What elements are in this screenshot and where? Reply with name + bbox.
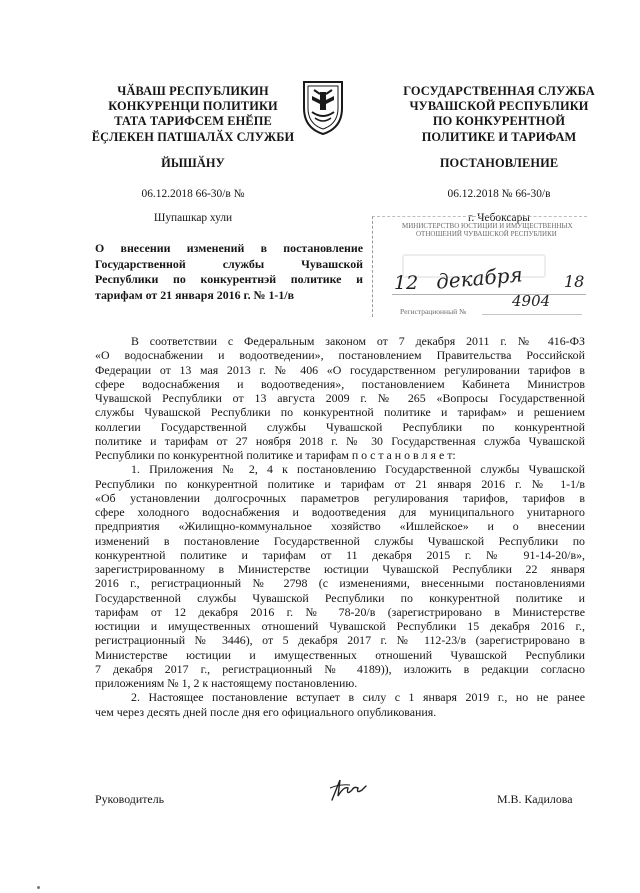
clause-2-paragraph [95, 690, 585, 719]
emblem-icon [300, 78, 346, 136]
document-title [95, 241, 363, 303]
right-org-line: ПО КОНКУРЕНТНОЙ [432, 114, 566, 129]
registration-stamp [372, 216, 590, 322]
right-organization-name [382, 84, 616, 145]
body-line: Федерации от 13 мая 2013 г. № 406 «О государственном регулировании тарифов в [95, 362, 585, 377]
stamp-month: декабря [435, 262, 524, 294]
right-org-line: ЧУВАШСКОЙ РЕСПУБЛИКИ [409, 99, 589, 114]
body-line: 2. Настоящее постановление вступает в силу с 1 января 2019 г., но не ранее [131, 690, 585, 705]
left-org-line: ӖҪЛЕКЕН ПАТШАЛӐХ СЛУЖБИ [91, 129, 295, 144]
left-date-number: 06.12.2018 66-30/в № [141, 188, 245, 200]
document-body [95, 334, 585, 719]
body-line: коллегии Государственной службы Чувашской Республики по конкурентной [95, 419, 585, 434]
signature-scribble-icon [326, 776, 372, 806]
body-line: конкурентной политике и тарифам от 11 декабря 2015 г. № 91-14-20/в», [95, 547, 585, 562]
body-line: В соответствии с Федеральным законом от 7 декабря 2011 г. № 416-ФЗ [131, 334, 585, 348]
stamp-reg-label: Регистрационный № [400, 307, 467, 316]
body-line: тарифам от 12 декабря 2016 г. № 78-20/в (зарегистрировано в Министерстве [95, 604, 585, 619]
right-date-number: 06.12.2018 № 66-30/в [447, 188, 551, 200]
title-line: Государственной службы Чувашской [95, 256, 363, 271]
body-line: «О водоснабжении и водоотведении», постановлением Правительства Российской [95, 348, 585, 363]
body-line: 1. Приложения № 2, 4 к постановлению Государственной службы Чувашской [131, 462, 585, 477]
clause-1-paragraph [95, 462, 585, 690]
handwritten-signature [326, 776, 372, 806]
body-line: изменений в постановление Государственной службы Чувашской Республики по [95, 533, 585, 548]
left-org-line: ТАТА ТАРИФСЕМ ЕНӖПЕ [114, 114, 272, 129]
body-line: Республики по конкурентной политике и тарифам от 21 января 2016 г. № 1-1/в [95, 476, 585, 491]
left-organization-name [88, 84, 298, 145]
body-line: «Об установлении долгосрочных параметров регулирования тарифов, тарифов в [95, 490, 585, 505]
body-line: сфере водоснабжения и водоотведения», постановлением Кабинета Министров [95, 376, 585, 391]
scan-mark [37, 886, 40, 889]
stamp-date-underline [392, 294, 586, 295]
preamble-paragraph [95, 334, 585, 462]
body-line: чем через десять дней после дня его официального опубликования. [95, 704, 437, 719]
stamp-ministry-line: МИНИСТЕРСТВО ЮСТИЦИИ И ИМУЩЕСТВЕННЫХ [402, 222, 573, 230]
stamp-republic-line: ОТНОШЕНИЙ ЧУВАШСКОЙ РЕСПУБЛИКИ [416, 230, 557, 238]
body-line: службы Чувашской Республики по конкурентной политике и тарифам» и решением [95, 405, 585, 420]
signatory-name: М.В. Кадилова [497, 792, 573, 806]
body-line: Министерстве юстиции и имущественных отношений Чувашской Республики [95, 647, 585, 662]
stamp-year: 18 [564, 272, 585, 291]
left-city: Шупашкар хули [153, 212, 233, 224]
body-line: Государственной службы Чувашской Республики по конкурентной политике и [95, 590, 585, 605]
title-line: Республики по конкурентнэй политике и [95, 272, 363, 287]
title-line: тарифам от 21 января 2016 г. № 1-1/в [95, 287, 295, 302]
right-org-line: ПОЛИТИКЕ И ТАРИФАМ [421, 129, 577, 144]
stamp-day: 12 [394, 272, 419, 294]
right-city: г. Чебоксары [468, 212, 530, 224]
body-line: Чувашской Республики от 13 августа 2009 г. № 265 «Вопросы Государственной [95, 391, 585, 405]
body-line: предприятия «Жилищно-коммунальное хозяйство «Ишлейское» и о внесении [95, 519, 585, 534]
stamp-reg-underline [482, 314, 582, 315]
body-line: приложениям № 1, 2 к настоящему постановлению. [95, 676, 358, 690]
body-line: политике и тарифам от 27 ноября 2018 г. № 30 Государственная служба Чувашской [95, 433, 585, 448]
body-line: 2016 г., регистрационный № 2798 (с изменениями, внесенными постановлениями [95, 576, 585, 591]
right-doc-type: ПОСТАНОВЛЕНИЕ [439, 156, 559, 170]
coat-of-arms-emblem [300, 78, 346, 136]
left-doc-type: ЙЫШӐНУ [161, 156, 225, 170]
body-line: юстиции и имущественных отношений Чувашской Республики 15 декабря 2016 г., [95, 619, 585, 633]
left-org-line: ЧӐВАШ РЕСПУБЛИКИН [117, 84, 269, 98]
title-line: О внесении изменений в постановление [95, 241, 363, 255]
body-line: 7 декабря 2017 г., регистрационный № 4189)), изложить в редакции согласно [95, 661, 585, 676]
body-line: зарегистрированному в Министерстве юстиции Чувашской Республики 22 января [95, 562, 585, 576]
body-line: Республики по конкурентной политике и тарифам п о с т а н о в л я е т: [95, 448, 456, 462]
body-line: сфере холодного водоснабжения и водоотведения для муниципального унитарного [95, 505, 585, 519]
stamp-reg-number: 4904 [512, 292, 551, 310]
body-line: регистрационный № 3446), от 5 декабря 2017 г. № 112-23/в (зарегистрировано в [95, 633, 585, 648]
left-org-line: КОНКУРЕНЦИ ПОЛИТИКИ [108, 99, 278, 114]
signatory-position: Руководитель [95, 792, 165, 806]
right-org-line: ГОСУДАРСТВЕННАЯ СЛУЖБА [403, 84, 595, 98]
